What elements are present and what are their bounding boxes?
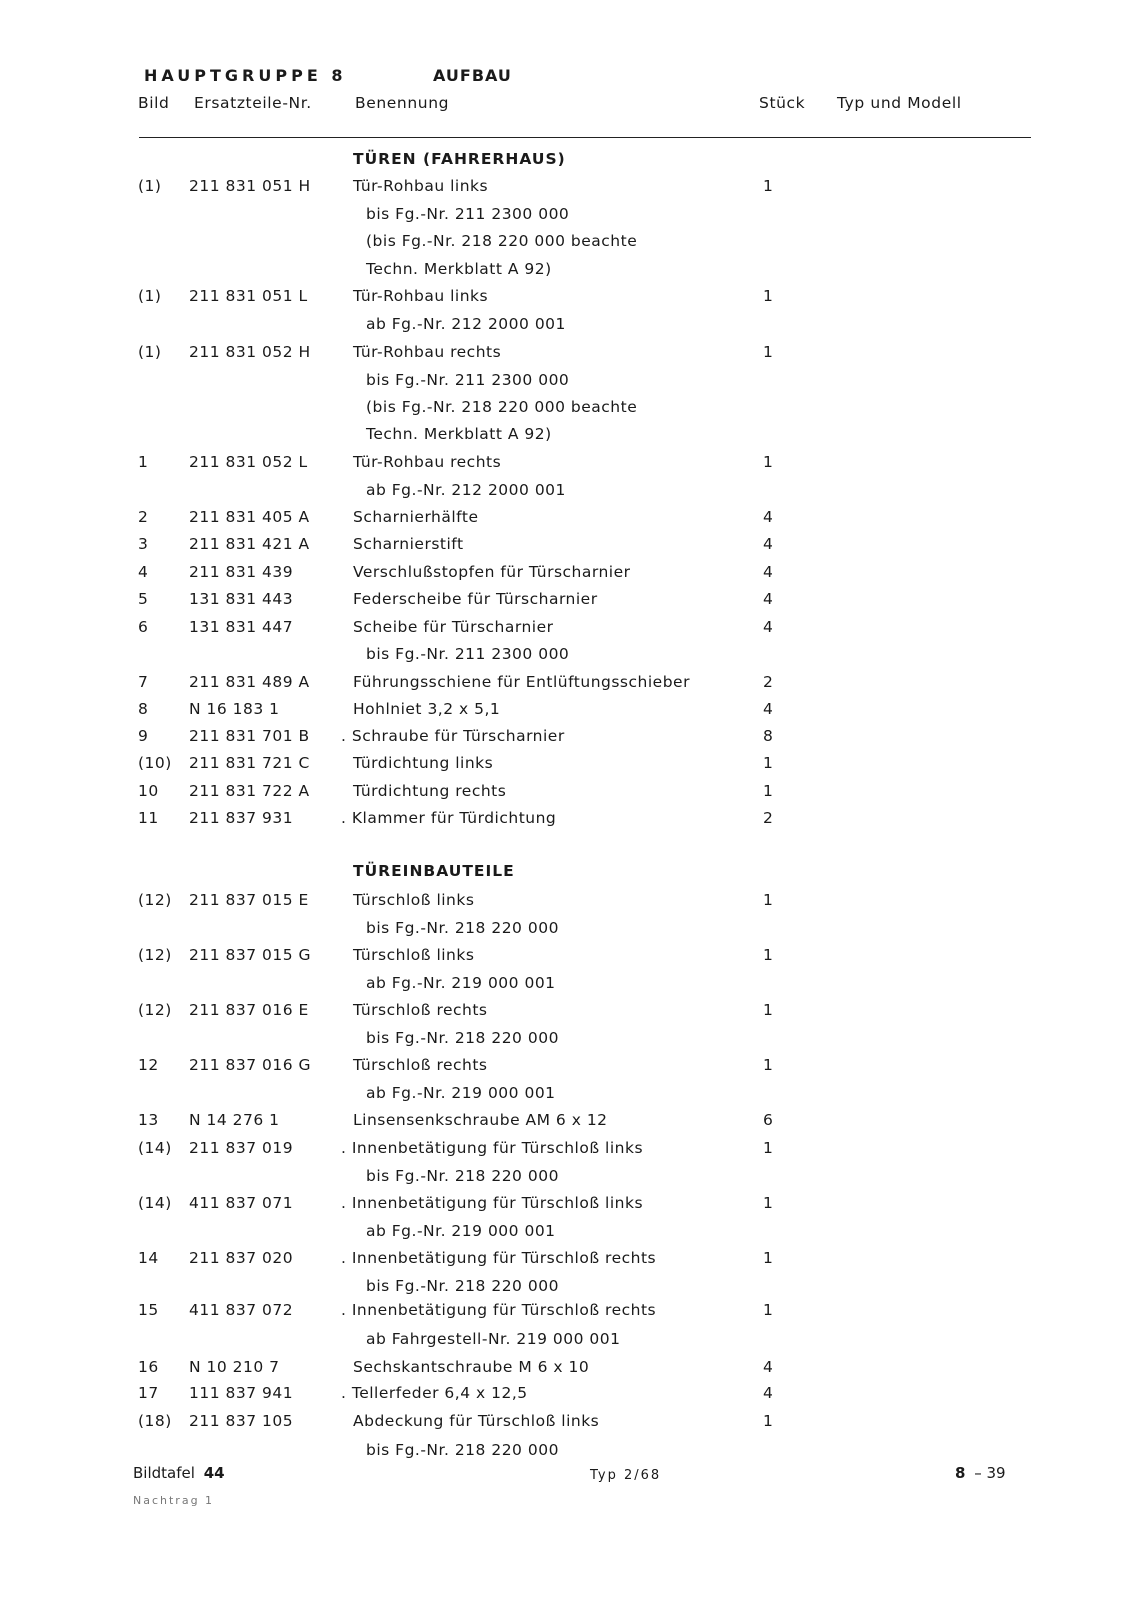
part-number: 211 837 015 E xyxy=(189,891,309,909)
quantity: 8 xyxy=(763,727,774,745)
quantity: 4 xyxy=(763,590,774,608)
column-header-bild: Bild xyxy=(138,94,170,112)
figure-number: 17 xyxy=(138,1384,159,1402)
part-number: 211 837 015 G xyxy=(189,946,312,964)
chassis-note: bis Fg.-Nr. 218 220 000 xyxy=(366,919,559,937)
part-number: 211 837 016 E xyxy=(189,1001,309,1019)
part-description: Abdeckung für Türschloß links xyxy=(353,1412,600,1430)
column-header-description: Benennung xyxy=(355,94,450,112)
part-number: 211 831 439 xyxy=(189,563,294,581)
chassis-note: Techn. Merkblatt A 92) xyxy=(366,425,552,443)
part-description: Türdichtung rechts xyxy=(353,782,507,800)
part-description: . Innenbetätigung für Türschloß links xyxy=(341,1139,644,1157)
part-number: 211 831 722 A xyxy=(189,782,310,800)
part-number: 211 831 421 A xyxy=(189,535,310,553)
quantity: 1 xyxy=(763,782,774,800)
quantity: 1 xyxy=(763,453,774,471)
chassis-note: (bis Fg.-Nr. 218 220 000 beachte xyxy=(366,232,638,250)
quantity: 1 xyxy=(763,177,774,195)
figure-number: (14) xyxy=(138,1139,172,1157)
section-heading: TÜREN (FAHRERHAUS) xyxy=(353,150,566,168)
figure-number: 8 xyxy=(138,700,149,718)
main-group-title: HAUPTGRUPPE 8 xyxy=(144,66,347,85)
chassis-note: bis Fg.-Nr. 211 2300 000 xyxy=(366,371,570,389)
chassis-note: ab Fg.-Nr. 219 000 001 xyxy=(366,1084,556,1102)
part-number: 211 831 701 B xyxy=(189,727,310,745)
chassis-note: ab Fahrgestell-Nr. 219 000 001 xyxy=(366,1330,621,1348)
figure-number: 5 xyxy=(138,590,149,608)
quantity: 1 xyxy=(763,1001,774,1019)
part-description: . Klammer für Türdichtung xyxy=(341,809,557,827)
figure-number: (18) xyxy=(138,1412,172,1430)
part-number: 211 831 051 L xyxy=(189,287,308,305)
quantity: 2 xyxy=(763,673,774,691)
main-group-name: AUFBAU xyxy=(433,66,512,85)
quantity: 6 xyxy=(763,1111,774,1129)
type-edition: Typ 2/68 xyxy=(590,1468,662,1483)
part-description: Verschlußstopfen für Türscharnier xyxy=(353,563,631,581)
figure-number: 13 xyxy=(138,1111,159,1129)
chassis-note: ab Fg.-Nr. 212 2000 001 xyxy=(366,315,566,333)
part-number: 211 831 405 A xyxy=(189,508,310,526)
page-group: 8 xyxy=(955,1464,966,1482)
part-number: 211 831 052 H xyxy=(189,343,311,361)
part-description: Hohlniet 3,2 x 5,1 xyxy=(353,700,501,718)
part-description: . Schraube für Türscharnier xyxy=(341,727,565,745)
part-description: Türschloß links xyxy=(353,946,475,964)
quantity: 1 xyxy=(763,343,774,361)
part-description: Linsensenkschraube AM 6 x 12 xyxy=(353,1111,608,1129)
part-number: 211 831 051 H xyxy=(189,177,311,195)
figure-number: 10 xyxy=(138,782,159,800)
figure-number: (12) xyxy=(138,946,172,964)
figure-number: 15 xyxy=(138,1301,159,1319)
part-number: 211 831 489 A xyxy=(189,673,310,691)
chassis-note: Techn. Merkblatt A 92) xyxy=(366,260,552,278)
quantity: 4 xyxy=(763,508,774,526)
part-description: . Innenbetätigung für Türschloß rechts xyxy=(341,1249,657,1267)
plate-number: 44 xyxy=(203,1464,225,1482)
part-number: 411 837 071 xyxy=(189,1194,294,1212)
quantity: 1 xyxy=(763,1194,774,1212)
quantity: 1 xyxy=(763,1301,774,1319)
part-description: Sechskantschraube M 6 x 10 xyxy=(353,1358,590,1376)
part-number: 211 831 052 L xyxy=(189,453,308,471)
part-description: Tür-Rohbau rechts xyxy=(353,453,502,471)
part-description: Scharnierstift xyxy=(353,535,464,553)
quantity: 1 xyxy=(763,1412,774,1430)
part-description: . Innenbetätigung für Türschloß rechts xyxy=(341,1301,657,1319)
section-heading: TÜREINBAUTEILE xyxy=(353,862,515,880)
chassis-note: bis Fg.-Nr. 218 220 000 xyxy=(366,1029,559,1047)
quantity: 1 xyxy=(763,891,774,909)
figure-number: 4 xyxy=(138,563,149,581)
quantity: 1 xyxy=(763,1139,774,1157)
figure-number: 3 xyxy=(138,535,149,553)
figure-number: (1) xyxy=(138,343,162,361)
part-description: Türschloß rechts xyxy=(353,1001,488,1019)
plate-label: Bildtafel xyxy=(133,1464,195,1482)
part-description: Führungsschiene für Entlüftungsschieber xyxy=(353,673,690,691)
figure-number: (14) xyxy=(138,1194,172,1212)
part-description: Tür-Rohbau links xyxy=(353,177,489,195)
figure-number: (1) xyxy=(138,177,162,195)
figure-number: (12) xyxy=(138,891,172,909)
part-number: 131 831 447 xyxy=(189,618,294,636)
figure-number: 11 xyxy=(138,809,159,827)
quantity: 1 xyxy=(763,1249,774,1267)
supplement-note: Nachtrag 1 xyxy=(133,1494,215,1507)
part-number: 131 831 443 xyxy=(189,590,294,608)
figure-number: 6 xyxy=(138,618,149,636)
figure-number: 16 xyxy=(138,1358,159,1376)
quantity: 4 xyxy=(763,700,774,718)
figure-number: (1) xyxy=(138,287,162,305)
part-description: Scheibe für Türscharnier xyxy=(353,618,554,636)
plate-reference xyxy=(133,1464,225,1482)
part-description: Türschloß links xyxy=(353,891,475,909)
chassis-note: bis Fg.-Nr. 218 220 000 xyxy=(366,1441,559,1459)
column-header-quantity: Stück xyxy=(759,94,806,112)
figure-number: 7 xyxy=(138,673,149,691)
chassis-note: (bis Fg.-Nr. 218 220 000 beachte xyxy=(366,398,638,416)
chassis-note: bis Fg.-Nr. 211 2300 000 xyxy=(366,645,570,663)
part-description: Tür-Rohbau links xyxy=(353,287,489,305)
page-number xyxy=(955,1464,1006,1482)
part-description: Türdichtung links xyxy=(353,754,494,772)
part-description: Türschloß rechts xyxy=(353,1056,488,1074)
chassis-note: bis Fg.-Nr. 218 220 000 xyxy=(366,1277,559,1295)
part-description: Scharnierhälfte xyxy=(353,508,479,526)
quantity: 4 xyxy=(763,1358,774,1376)
part-number: 211 837 020 xyxy=(189,1249,294,1267)
chassis-note: bis Fg.-Nr. 211 2300 000 xyxy=(366,205,570,223)
header-divider xyxy=(139,137,1031,138)
figure-number: (12) xyxy=(138,1001,172,1019)
part-number: N 16 183 1 xyxy=(189,700,280,718)
figure-number: 9 xyxy=(138,727,149,745)
quantity: 1 xyxy=(763,946,774,964)
part-description: Federscheibe für Türscharnier xyxy=(353,590,598,608)
quantity: 4 xyxy=(763,563,774,581)
part-description: . Tellerfeder 6,4 x 12,5 xyxy=(341,1384,528,1402)
figure-number: 12 xyxy=(138,1056,159,1074)
column-header-part-number: Ersatzteile-Nr. xyxy=(194,94,312,112)
quantity: 2 xyxy=(763,809,774,827)
figure-number: 2 xyxy=(138,508,149,526)
part-number: 111 837 941 xyxy=(189,1384,294,1402)
figure-number: (10) xyxy=(138,754,172,772)
part-number: N 14 276 1 xyxy=(189,1111,280,1129)
part-number: 211 837 105 xyxy=(189,1412,294,1430)
column-header-type-model: Typ und Modell xyxy=(837,94,962,112)
part-description: Tür-Rohbau rechts xyxy=(353,343,502,361)
chassis-note: ab Fg.-Nr. 219 000 001 xyxy=(366,1222,556,1240)
part-number: N 10 210 7 xyxy=(189,1358,280,1376)
chassis-note: ab Fg.-Nr. 219 000 001 xyxy=(366,974,556,992)
quantity: 4 xyxy=(763,618,774,636)
chassis-note: ab Fg.-Nr. 212 2000 001 xyxy=(366,481,566,499)
part-number: 211 837 019 xyxy=(189,1139,294,1157)
page-index: – 39 xyxy=(974,1464,1006,1482)
part-number: 211 837 016 G xyxy=(189,1056,312,1074)
part-description: . Innenbetätigung für Türschloß links xyxy=(341,1194,644,1212)
figure-number: 14 xyxy=(138,1249,159,1267)
quantity: 1 xyxy=(763,754,774,772)
quantity: 1 xyxy=(763,287,774,305)
quantity: 4 xyxy=(763,535,774,553)
quantity: 4 xyxy=(763,1384,774,1402)
part-number: 211 837 931 xyxy=(189,809,294,827)
figure-number: 1 xyxy=(138,453,149,471)
chassis-note: bis Fg.-Nr. 218 220 000 xyxy=(366,1167,559,1185)
part-number: 211 831 721 C xyxy=(189,754,310,772)
part-number: 411 837 072 xyxy=(189,1301,294,1319)
quantity: 1 xyxy=(763,1056,774,1074)
